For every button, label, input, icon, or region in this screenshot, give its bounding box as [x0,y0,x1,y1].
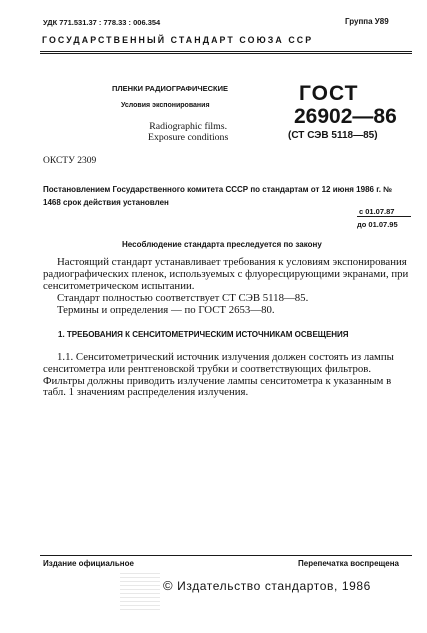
title-en-line2: Exposure conditions [148,132,229,143]
intro-paragraph-3: Термины и определения — по ГОСТ 2653—80. [57,304,275,316]
footer-rule [40,555,412,556]
okstu-code: ОКСТУ 2309 [43,156,97,166]
gost-number: 26902—86 [294,105,397,128]
legal-warning: Несоблюдение стандарта преследуется по закону [122,240,322,249]
sev-number: (СТ СЭВ 5118—85) [288,130,378,141]
title-en [148,121,228,143]
validity-divider [357,216,411,217]
reprint-prohibited: Перепечатка воспрещена [298,559,399,568]
official-edition: Издание официальное [43,559,134,568]
validity-from: с 01.07.87 [359,207,395,216]
scan-smudge [120,570,160,610]
subtitle-ru: Условия экспонирования [121,102,210,109]
copyright [163,578,371,593]
section-heading: 1. ТРЕБОВАНИЯ К СЕНСИТОМЕТРИЧЕСКИМ ИСТОЧНИКАМ ОСВЕЩЕНИЯ [58,330,349,339]
group-code: Группа У89 [345,17,389,26]
copyright-icon: © [163,578,174,593]
intro-paragraph-1: Настоящий стандарт устанавливает требования к условиям экспонирования радиографических пленок, используемых с флуоресцирующими экранами, при сенситометрическом испытании. [43,256,409,292]
copyright-text: Издательство стандартов, 1986 [177,579,371,593]
banner-rule-top [40,51,412,52]
title-en-line1: Radiographic films. [149,121,228,132]
banner-rule-bottom [40,53,412,54]
title-ru: ПЛЕНКИ РАДИОГРАФИЧЕСКИЕ [112,84,229,93]
section-paragraph-1-1: 1.1. Сенситометрический источник излучения должен состоять из лампы сенситометра или рентгеновской трубки и соответствующих фильтров. Фильтры должны приводить излучение лампы сенситометра к указанным в табл. 1 значениям распределения излучения. [43,351,394,399]
gost-label: ГОСТ [299,82,359,105]
standard-banner: ГОСУДАРСТВЕННЫЙ СТАНДАРТ СОЮЗА ССР [42,35,314,45]
udk-code: УДК 771.531.37 : 778.33 : 006.354 [43,18,161,27]
intro-paragraph-2: Стандарт полностью соответствует СТ СЭВ 5118—85. [57,292,309,304]
validity-to: до 01.07.95 [357,220,398,229]
decree-text: Постановлением Государственного комитета СССР по стандартам от 12 июня 1986 г. № 1468 срок действия установлен [43,185,393,207]
